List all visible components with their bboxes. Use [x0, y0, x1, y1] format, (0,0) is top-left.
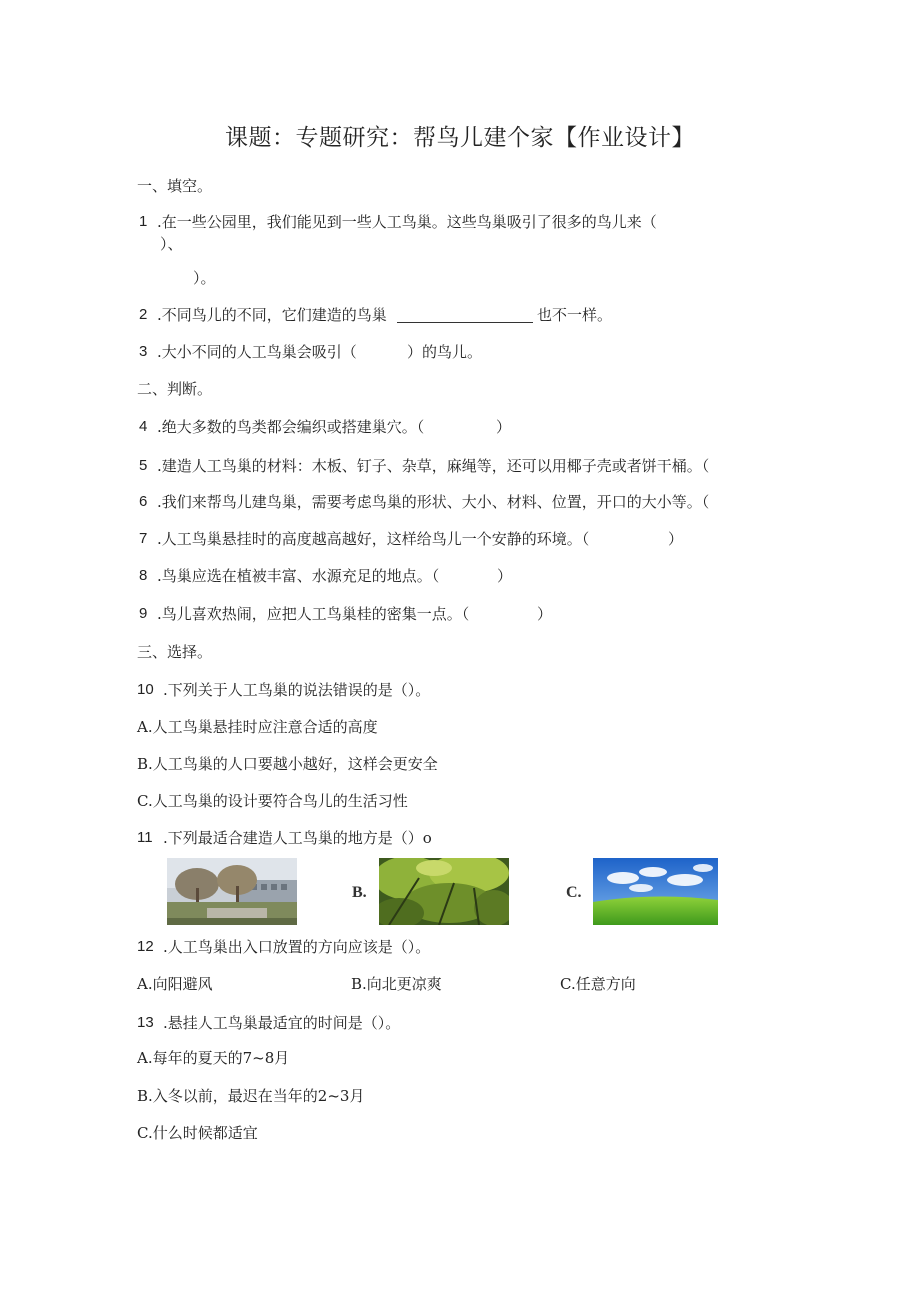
q12-option-a: A.向阳避风 — [137, 975, 213, 993]
q7-number: 7 — [139, 530, 148, 547]
q5-number: 5 — [139, 457, 148, 474]
q10-text: .下列关于人工鸟巢的说法错误的是（）。 — [163, 681, 431, 699]
q3-text: .大小不同的人工鸟巢会吸引（ — [157, 343, 357, 361]
q13-option-a: A.每年的夏天的7~8月 — [137, 1049, 290, 1067]
q5-text: .建造人工鸟巢的材料：木板、钉子、杂草，麻绳等，还可以用椰子壳或者饼干桶。（ — [157, 457, 710, 475]
q13-option-b: B.入冬以前，最迟在当年的2~3月 — [137, 1087, 365, 1105]
q4-number: 4 — [139, 418, 148, 435]
q2-blank-line — [397, 322, 533, 323]
q12-option-c: C.任意方向 — [560, 975, 636, 993]
q7-close-paren: ） — [668, 530, 684, 548]
q8-number: 8 — [139, 567, 148, 584]
grassland-picture — [593, 858, 718, 925]
q10-option-b: B.人工鸟巢的人口要越小越好，这样会更安全 — [137, 755, 438, 773]
q11-option-c-label: C. — [566, 884, 582, 901]
trees-picture — [379, 858, 509, 925]
q3-number: 3 — [139, 343, 148, 360]
q8-close-paren: ） — [497, 567, 513, 585]
q10-number: 10 — [137, 681, 154, 698]
q3-text-after: ）的鸟儿。 — [407, 343, 483, 361]
q1-number: 1 — [139, 213, 148, 230]
section-choose-heading: 三、选择。 — [137, 643, 213, 661]
q11-number: 11 — [137, 829, 153, 846]
q13-number: 13 — [137, 1014, 154, 1031]
page-title: 课题：专题研究：帮鸟儿建个家【作业设计】 — [225, 125, 695, 151]
q6-number: 6 — [139, 493, 148, 510]
q4-close-paren: ） — [496, 418, 512, 436]
q13-option-c: C.什么时候都适宜 — [137, 1124, 258, 1142]
q9-number: 9 — [139, 605, 148, 622]
q6-text: .我们来帮鸟儿建鸟巢，需要考虑鸟巢的形状、大小、材料、位置，开口的大小等。（ — [157, 493, 710, 511]
q12-text: .人工鸟巢出入口放置的方向应该是（）。 — [163, 938, 431, 956]
q10-option-a: A.人工鸟巢悬挂时应注意合适的高度 — [137, 718, 378, 736]
q2-text-after: 也不一样。 — [537, 306, 613, 324]
q11-option-c-grassland-image — [593, 858, 718, 925]
q11-option-a-park-image — [167, 858, 297, 925]
q8-text: .鸟巢应选在植被丰富、水源充足的地点。（ — [157, 567, 440, 585]
section-judge-heading: 二、判断。 — [137, 380, 213, 398]
q11-text: .下列最适合建造人工鸟巢的地方是（）o — [163, 829, 432, 847]
q12-option-b: B.向北更凉爽 — [351, 975, 442, 993]
q1-line3: ）。 — [193, 269, 216, 287]
q9-close-paren: ） — [537, 605, 553, 623]
q11-option-b-label: B. — [352, 884, 367, 901]
q1-text: .在一些公园里，我们能见到一些人工鸟巢。这些鸟巢吸引了很多的鸟儿来（ — [157, 213, 657, 231]
section-fill-heading: 一、填空。 — [137, 177, 213, 195]
q4-text: .绝大多数的鸟类都会编织或搭建巢穴。（ — [157, 418, 425, 436]
q9-text: .鸟儿喜欢热闹，应把人工鸟巢桂的密集一点。（ — [157, 605, 470, 623]
q2-number: 2 — [139, 306, 148, 323]
q1-blank-close: ）、 — [160, 235, 183, 253]
q13-text: .悬挂人工鸟巢最适宜的时间是（）。 — [163, 1014, 401, 1032]
q12-number: 12 — [137, 938, 154, 955]
park-picture — [167, 858, 297, 925]
q7-text: .人工鸟巢悬挂时的高度越高越好，这样给鸟儿一个安静的环境。（ — [157, 530, 590, 548]
q10-option-c: C.人工鸟巢的设计要符合鸟儿的生活习性 — [137, 792, 408, 810]
q2-text: .不同鸟儿的不同，它们建造的鸟巢 — [157, 306, 387, 324]
q11-option-b-trees-image — [379, 858, 509, 925]
